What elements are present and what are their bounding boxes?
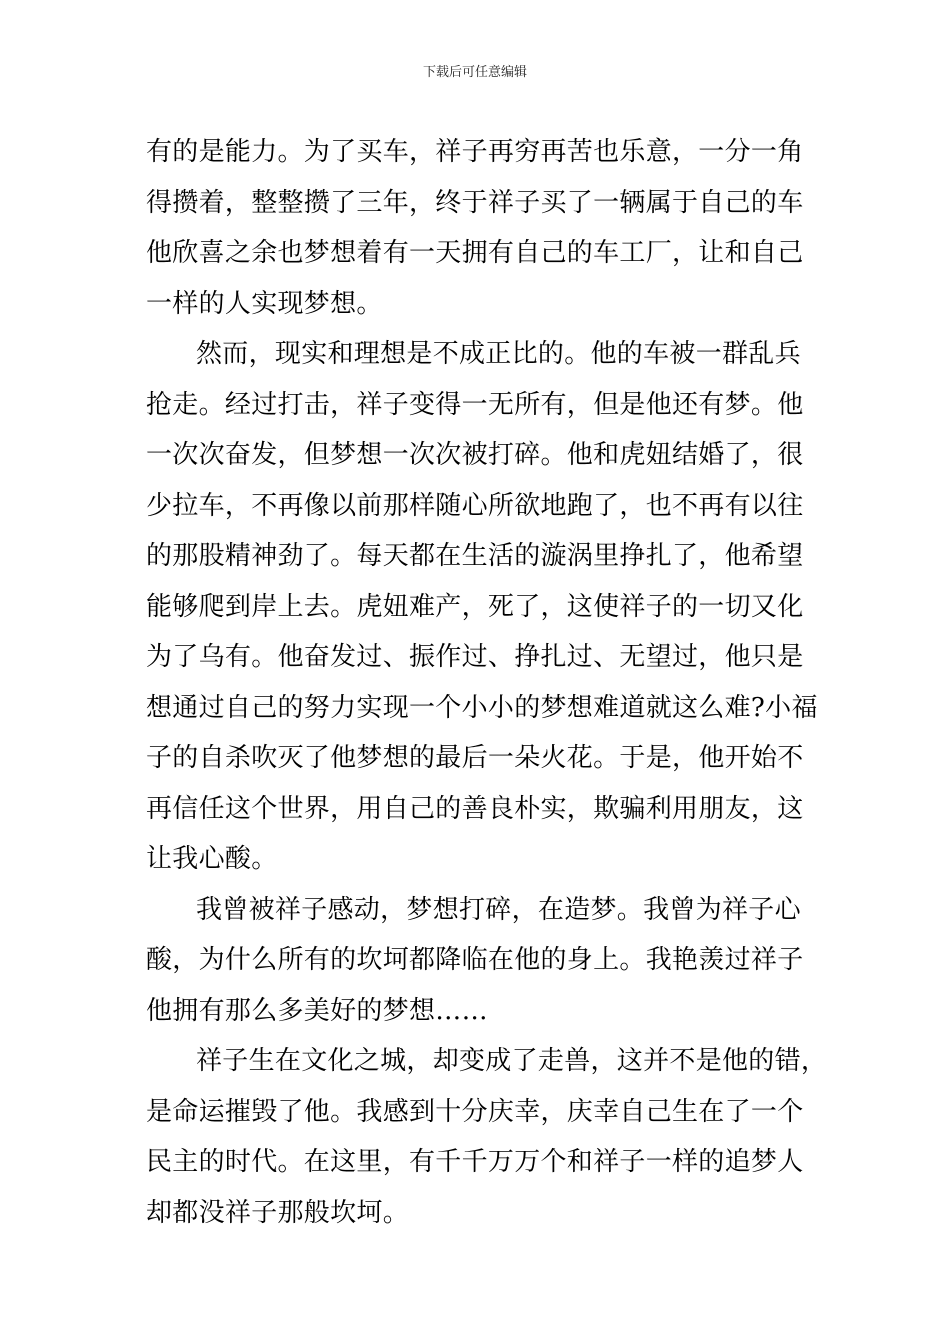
- text-line: 有的是能力。为了买车，祥子再穷再苦也乐意，一分一角: [146, 137, 804, 167]
- text-line: 他拥有那么多美好的梦想……: [146, 995, 488, 1026]
- paragraph: [146, 1036, 828, 1238]
- text-line: 少拉车，不再像以前那样随心所欲地跑了，也不再有以往: [146, 490, 804, 521]
- text-line: 想通过自己的努力实现一个小小的梦想难道就这么难?小福: [146, 692, 818, 723]
- text-line: 抢走。经过打击，祥子变得一无所有，但是他还有梦。他: [146, 389, 804, 420]
- text-line: 的那股精神劲了。每天都在生活的漩涡里挣扎了，他希望: [146, 541, 804, 571]
- text-line: 祥子生在文化之城，却变成了走兽，这并不是他的错，: [196, 1046, 828, 1076]
- text-line: 他欣喜之余也梦想着有一天拥有自己的车工厂，让和自己: [146, 238, 804, 268]
- text-line: 再信任这个世界，用自己的善良朴实，欺骗利用朋友，这: [146, 793, 804, 824]
- text-line: 酸，为什么所有的坎坷都降临在他的身上。我艳羡过祥子: [146, 945, 804, 975]
- page-header: 下载后可任意编辑: [422, 65, 527, 80]
- text-line: 是命运摧毁了他。我感到十分庆幸，庆幸自己生在了一个: [146, 1096, 804, 1127]
- text-line: 能够爬到岸上去。虎妞难产，死了，这使祥子的一切又化: [146, 591, 804, 622]
- text-line: 为了乌有。他奋发过、振作过、挣扎过、无望过，他只是: [146, 642, 804, 672]
- document-body: [146, 127, 828, 1238]
- text-line: 一次次奋发，但梦想一次次被打碎。他和虎妞结婚了，很: [146, 440, 804, 470]
- text-line: 我曾被祥子感动，梦想打碎，在造梦。我曾为祥子心: [196, 894, 801, 925]
- paragraph: [146, 127, 818, 329]
- text-line: 民主的时代。在这里，有千千万万个和祥子一样的追梦人: [146, 1147, 804, 1177]
- text-line: 得攒着，整整攒了三年，终于祥子买了一辆属于自己的车: [146, 187, 804, 218]
- text-line: 子的自杀吹灭了他梦想的最后一朵火花。于是，他开始不: [146, 743, 804, 773]
- text-line: 一样的人实现梦想。: [146, 288, 383, 319]
- text-line: 然而，现实和理想是不成正比的。他的车被一群乱兵: [196, 339, 801, 369]
- text-line: 却都没祥子那般坎坷。: [146, 1197, 410, 1228]
- paragraph: [146, 885, 818, 1037]
- paragraph: [146, 329, 818, 885]
- text-line: 让我心酸。: [146, 844, 278, 874]
